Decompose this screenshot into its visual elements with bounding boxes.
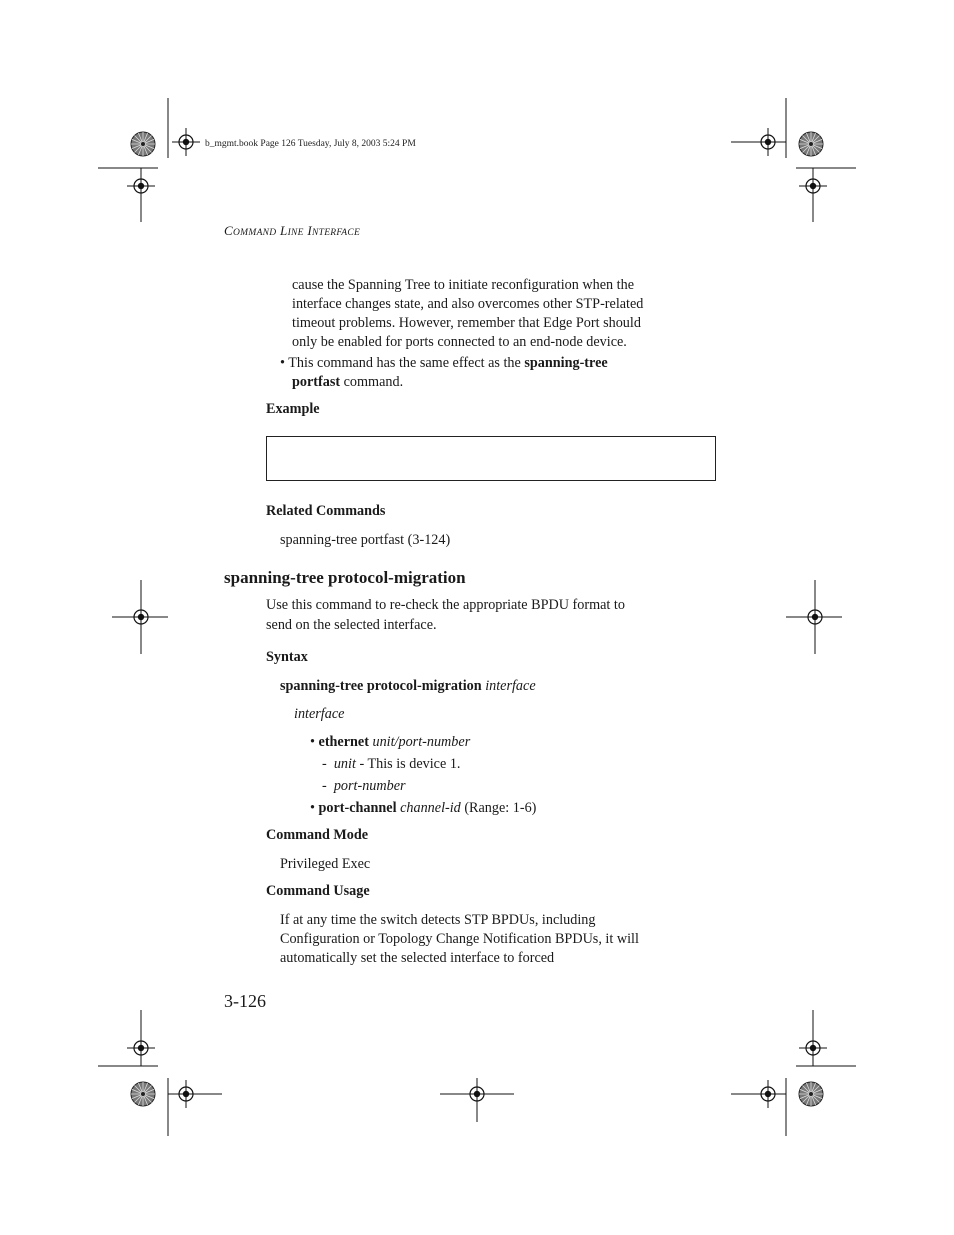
param-name: interface (294, 706, 345, 722)
command-usage-heading: Command Usage (266, 883, 370, 899)
command-mode-heading: Command Mode (266, 827, 369, 843)
running-head: COMMAND LINE INTERFACE (224, 223, 361, 238)
param-port-channel: • port-channel channel-id (Range: 1-6) (310, 800, 537, 816)
related-commands-heading: Related Commands (266, 503, 386, 519)
syntax-heading: Syntax (266, 649, 308, 665)
registration-starburst-icon (131, 132, 155, 156)
param-ethernet: • ethernet unit/port-number (310, 734, 471, 750)
page-number: 3-126 (224, 991, 266, 1011)
print-info: b_mgmt.book Page 126 Tuesday, July 8, 2003 5:24 PM (205, 139, 416, 149)
bullet-same-effect: • This command has the same effect as the spanning-tree portfast command. (280, 355, 608, 390)
example-code-box (266, 436, 716, 481)
registration-starburst-icon (131, 1082, 155, 1106)
command-usage-text: If at any time the switch detects STP BPDUs, including Configuration or Topology Change Notification BPDUs, it will automatically set the selected interface to forced (280, 912, 639, 966)
syntax-line: spanning-tree protocol-migration interface (280, 678, 536, 694)
example-heading: Example (266, 401, 320, 417)
registration-starburst-icon (799, 1082, 823, 1106)
continued-paragraph: cause the Spanning Tree to initiate reconfiguration when the interface changes state, and also overcomes other STP-related timeout problems. However, remember that Edge Port should only be enabled for ports connected to an end-node device. (292, 277, 644, 350)
registration-starburst-icon (799, 132, 823, 156)
command-mode-value: Privileged Exec (280, 856, 371, 872)
section-description: Use this command to re-check the appropriate BPDU format to send on the selected interface. (266, 597, 625, 633)
param-port-number: - port-number (322, 778, 406, 794)
registration-target-icon (172, 128, 200, 156)
param-unit: - unit - This is device 1. (322, 756, 461, 772)
related-command-link[interactable]: spanning-tree portfast (3-124) (280, 532, 451, 548)
section-title: spanning-tree protocol-migration (224, 568, 466, 587)
